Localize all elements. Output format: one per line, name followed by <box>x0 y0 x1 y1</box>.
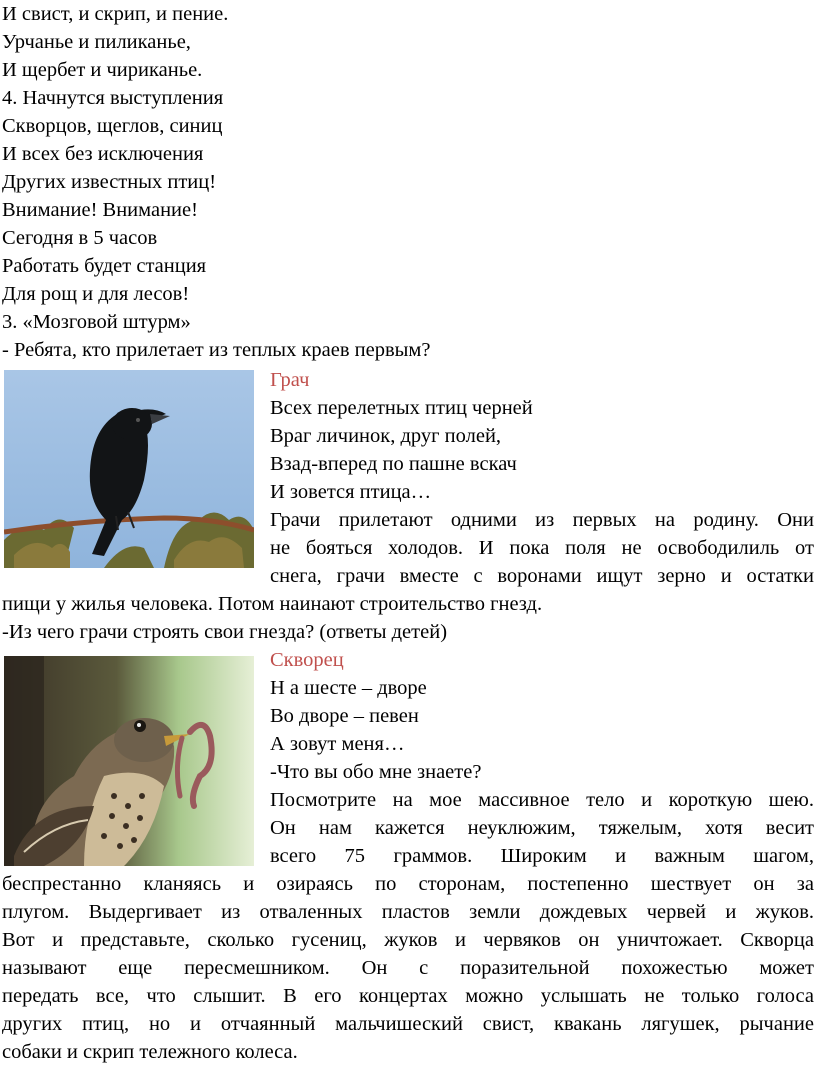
riddle-line: И зовется птица… <box>270 481 432 503</box>
riddle-line: Взад-вперед по пашне вскач <box>270 453 517 475</box>
text-line: 4. Начнутся выступления <box>2 87 224 109</box>
riddle-line: Н а шесте – дворе <box>270 677 427 699</box>
paragraph-line: Вот и представьте, сколько гусениц, жуков и червяков он уничтожает. Скворца <box>2 929 814 951</box>
text-line: Для рощ и для лесов! <box>2 283 190 305</box>
paragraph-line: Грачи прилетают одними из первых на родину. Они <box>270 509 814 531</box>
text-line: И свист, и скрип, и пение. <box>2 3 229 25</box>
text-line: Скворцов, щеглов, синиц <box>2 115 223 137</box>
question-line: -Из чего грачи строять свои гнезда? (ответы детей) <box>2 621 448 643</box>
riddle-line: Всех перелетных птиц черней <box>270 397 533 419</box>
text-line: Внимание! Внимание! <box>2 199 198 221</box>
question-line: - Ребята, кто прилетает из теплых краев первым? <box>2 339 431 361</box>
text-line: Работать будет станция <box>2 255 207 277</box>
rook-photo <box>4 370 254 568</box>
paragraph-line: называют еще пересмешником. Он с поразительной похожестью может <box>2 957 814 979</box>
text-line: И щербет и чириканье. <box>2 59 203 81</box>
starling-illustration <box>4 656 254 866</box>
paragraph-line: снега, грачи вместе с воронами ищут зерно и остатки <box>270 565 814 587</box>
paragraph-line: беспрестанно кланяясь и озираясь по сторонам, постепенно шествует он за <box>2 873 814 895</box>
paragraph-line: Посмотрите на мое массивное тело и короткую шею. <box>270 789 814 811</box>
riddle-line: Во дворе – певен <box>270 705 419 727</box>
paragraph-line: плугом. Выдергивает из отваленных пластов земли дождевых червей и жуков. <box>2 901 814 923</box>
rook-illustration <box>4 370 254 568</box>
paragraph-line: других птиц, но и отчаянный мальчишеский свист, квакань лягушек, рычание <box>2 1013 814 1035</box>
question-line: -Что вы обо мне знаете? <box>270 761 482 783</box>
paragraph-line: всего 75 граммов. Широким и важным шагом, <box>270 845 814 867</box>
starling-photo <box>4 656 254 866</box>
rook-heading: Грач <box>270 369 310 391</box>
riddle-line: А зовут меня… <box>270 733 405 755</box>
paragraph-line: собаки и скрип тележного колеса. <box>2 1041 298 1063</box>
paragraph-line: не бояться холодов. И пока поля не освободилиль от <box>270 537 814 559</box>
text-line: Других известных птиц! <box>2 171 217 193</box>
text-line: И всех без исключения <box>2 143 204 165</box>
paragraph-line: пищи у жилья человека. Потом наинают строительство гнезд. <box>2 593 543 615</box>
paragraph-line: передать все, что слышит. В его концертах можно услышать не только голоса <box>2 985 814 1007</box>
riddle-line: Враг личинок, друг полей, <box>270 425 502 447</box>
paragraph-line: Он нам кажется неуклюжим, тяжелым, хотя весит <box>270 817 814 839</box>
starling-heading: Скворец <box>270 649 344 671</box>
text-line: Сегодня в 5 часов <box>2 227 158 249</box>
text-line: 3. «Мозговой штурм» <box>2 311 191 333</box>
text-line: Урчанье и пиликанье, <box>2 31 191 53</box>
